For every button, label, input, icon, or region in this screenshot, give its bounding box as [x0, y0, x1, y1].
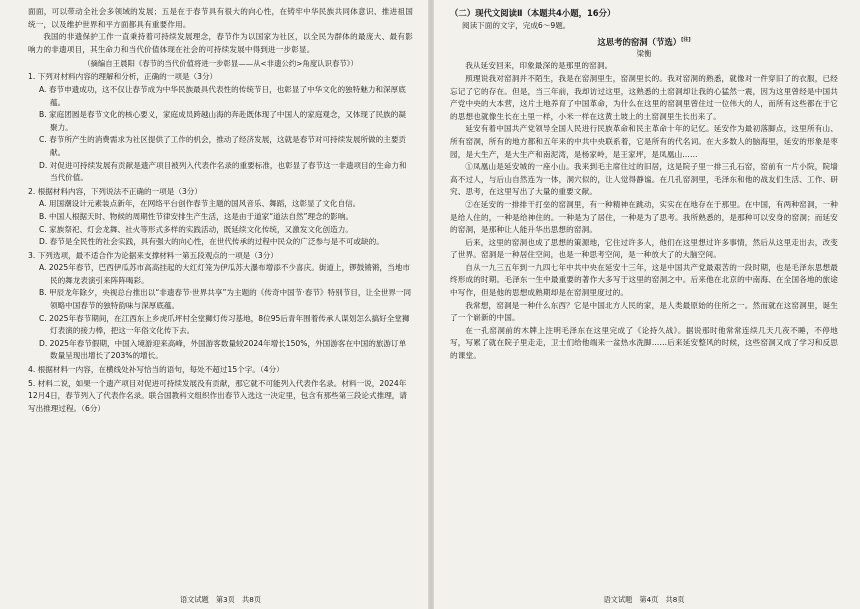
question-5: 5. 材料二说，如果一个遗产项目对促进可持续发展没有贡献，那它就不可能列入代表作名录。材料一说，2024年12月4日，春节列入了代表作名录。联合国教科文组织作出春节入选这一决定里，包含有那些第三段论式推理，请写出推理过程。（6分） — [28, 378, 407, 413]
article-para-3: 延安有着中国共产党领导全国人民进行民族革命和民主革命十年的记忆。延安作为最初落脚点，这里所有山、所有窑洞，所有的地方都和五年来的中共中央联系着，它是所有的代名词。在大多数人的脑海里，延安的形象是枣园，是大生产，是大生产和南泥湾，是杨家岭，是王家坪，是凤凰山…… — [450, 124, 838, 159]
page-footer-left: 语文试题 第3页 共8页 — [179, 595, 262, 604]
question-2-option-b: B. 中国人根据天时、物候的周期性节律安排生产生活，这是由于道家“道法自然”理念的影响。 — [39, 211, 354, 221]
page-4 — [440, 0, 848, 609]
title-note-mark: [注] — [681, 36, 691, 43]
article-para-7: 自从一九三五年到一九四七年中共中央在延安十三年，这是中国共产党最艰苦的一段时期，也是毛泽东思想最终形成的时期。毛泽东一生中最重要的著作大多写于这里的窑洞之中。后来他在北京的中南海、在全国各地的旅途中写作，但是他的思想成熟期却是在窑洞里度过的。 — [450, 262, 838, 298]
question-3-option-b: B. 甲辰龙年除夕，央视总台推出以“非遗春节·世界共享”为主题的《传奇中国节·春节》特别节目，让全世界一同领略中国春节的独特韵味与深厚底蕴。 — [39, 288, 412, 311]
question-3-option-c: C. 2025年春节期间，在江西东上乡虎爪坪村全堂狮灯传习基地，8位95后青年围着传承人谋划怎么搞好全堂狮灯表演的接力棒，把这一年俗文化传下去。 — [39, 313, 410, 336]
intro-para-2: 我国的非遗保护工作一直秉持着可持续发展理念，春节作为以国家为社区，以全民为群体的最庞大、最有影响力的非遗项目，其生命力和当代价值体现在社会的可持续发展中得到进一步彰显。 — [28, 32, 413, 54]
question-3-option-a: A. 2025年春节，巴西伊瓜苏市高高挂起的大红灯笼为伊瓜苏大瀑布增添不少喜庆。街道上，锣鼓锵锵，当地市民的舞龙表演引来阵阵喝彩。 — [39, 263, 410, 285]
article-title-text: 这思考的窑洞（节选） — [597, 36, 682, 47]
page-gutter — [428, 0, 434, 609]
question-1-option-d: D. 对促进可持续发展有贡献是遗产项目被列入代表作名录的重要标准，也彰显了春节这一非遗项目的生命力和当代价值。 — [39, 160, 407, 183]
question-1-option-c: C. 春节所产生的消费需求为社区提供了工作的机会，推动了经济发展，这就是春节对可持续发展所做的主要贡献。 — [39, 135, 407, 157]
article-author: 梁衡 — [636, 49, 652, 59]
article-para-8: 我常想，窑洞是一种什么东西？它是中国北方人民的家，是人类最原始的住所之一。然而就在这窑洞里，诞生了一个崭新的中国。 — [450, 300, 838, 323]
article-para-4: ①凤凰山是延安城的一座小山。我来到毛主席住过的旧居，这是院子里一排三孔石窑，窑前有一片小院，院墙高不过人，与后山自然连为一体，洞穴似的，让人觉得静谧。在几孔窑洞里，毛泽东和他的战友们生活、工作、研究、思考，在这里写出了大量的重要文献。 — [450, 162, 838, 197]
article-title — [450, 33, 838, 49]
question-3-option-d: D. 2025年春节假期，中国入境游迎来高峰，外国游客数量较2024年增长150%，外国游客在中国的旅游订单数量呈现出增长了203%的增长。 — [39, 338, 407, 361]
question-2-option-a: A. 用国潮设计元素装点新年，在网络平台创作春节主题的国风音乐、舞蹈，这彰显了文化自信。 — [39, 199, 361, 209]
source-citation: （摘编自王晨阳《春节的当代价值将进一步彰显——从<非遗公约>角度认识春节》） — [83, 59, 358, 69]
question-1-option-b: B. 家庭团圆是春节文化的核心要义，家庭成员跨越山海的奔赴既体现了中国人的家庭观念，又体现了民族的凝聚力。 — [39, 110, 406, 132]
reading-instruction: 阅读下面的文字，完成6～9题。 — [462, 21, 571, 30]
question-2-option-d: D. 春节是全民性的社会实践，具有强大的向心性，在世代传承的过程中民众的广泛参与是不可或缺的。 — [39, 237, 384, 247]
article-para-1: 我从延安回来，印象最深的是那里的窑洞。 — [465, 61, 613, 71]
question-3-stem: 3. 下列选项，最不适合作为论据来支撑材料一第五段观点的一项是（3分） — [28, 250, 278, 260]
question-1-option-a: A. 春节申遗成功，这不仅让春节成为中华民族最具代表性的传统节日，也彰显了中华文化的独特魅力和深厚底蕴。 — [39, 84, 406, 107]
question-2-stem: 2. 根据材料内容，下列说法不正确的一项是（3分） — [28, 186, 202, 196]
page-3 — [18, 0, 423, 609]
page-footer-right: 语文试题 第4页 共8页 — [603, 595, 685, 604]
question-2-option-c: C. 家族祭祀、灯会龙舞、社火等形式多样的实践活动，既延续文化传统，又激发文化创造力。 — [39, 224, 353, 234]
article-para-6: 后来，这里的窑洞也成了思想的策源地，它住过许多人，他们在这里想过许多事情，然后从这里走出去，改变了世界。窑洞是一种居住空间，也是一种思考空间，是一种放大了的大脑空间。 — [450, 237, 838, 260]
intro-para-1: 面面，可以带动全社会多领域的发展；五是在于春节具有很大的向心性，在铸牢中华民族共同体意识、推进祖国统一，以及维护世界和平方面都具有重要作用。 — [28, 7, 413, 29]
article-para-9: 在一孔窑洞前的木牌上注明毛泽东在这里完成了《论持久战》。据说那时他常常连续几天几夜不睡，不停地写，写累了就在院子里走走，卫士们给他端来一盆热水洗脚……后来延安整风的时候，这些窑洞又成了学习和反思的课堂。 — [450, 325, 838, 361]
article-para-5: ②在延安的一排排干打垒的窑洞里，有一种精神在跳动，实实在在地存在于那里。在中国，有两种窑洞，一种是给人住的，一种是给神住的。一种是为了居住，一种是为了思考。我所熟悉的，是那种可以安身的窑洞；而延安的窑洞，是那种让人能升华出思想的窑洞。 — [450, 199, 838, 235]
question-1-stem: 1. 下列对材料内容的理解和分析，正确的一项是（3分） — [28, 72, 218, 82]
section-heading: （二）现代文阅读Ⅱ（本题共4小题，16分） — [450, 8, 616, 18]
question-4: 4. 根据材料一内容，在横线处补写恰当的语句，每处不超过15个字。（4分） — [28, 365, 284, 375]
article-para-2: 照理说我对窑洞并不陌生，我是在窑洞里生，窑洞里长的。我对窑洞的熟悉，就像对一件穿旧了的衣服，已经忘记了它的存在。但是，当三年前，我却访过这里，这熟悉的土窑洞却让我的心猛然一震，因为这里曾经是中国共产党中央的大本营，这片土地养育了中国革命，为什么在这里的窑洞里曾住过一位伟大的人，而所有这些都在于它的思想也就像生长在土里一样，小米一样在这黄土坡上的土窑洞里生长出来了。 — [450, 73, 838, 121]
